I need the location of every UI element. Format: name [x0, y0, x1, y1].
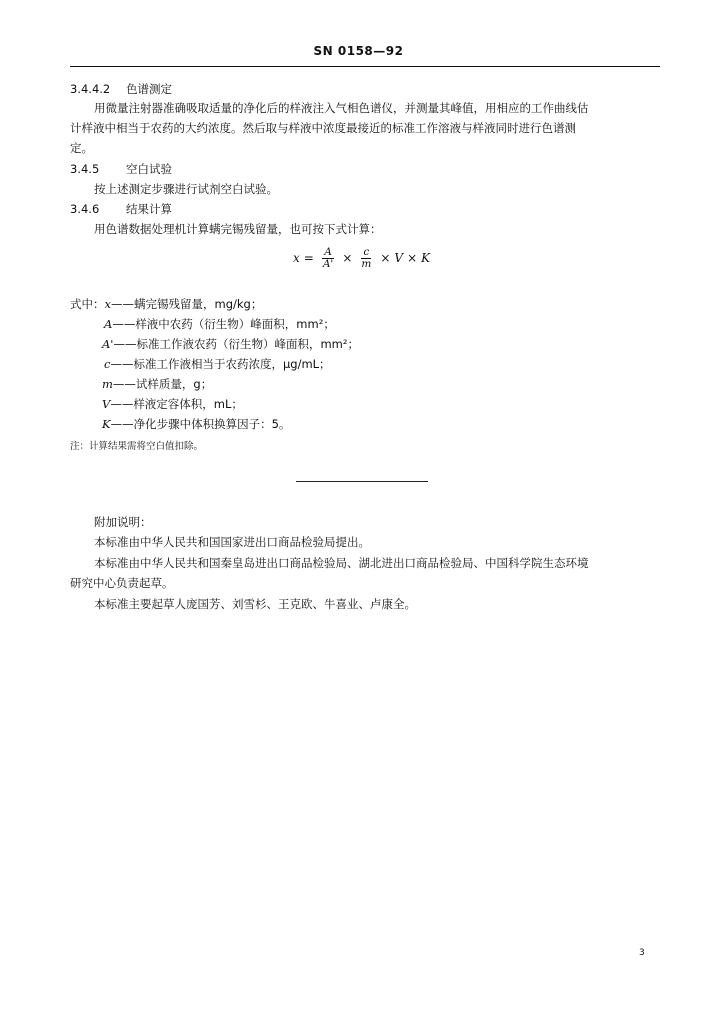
legend-item — [102, 417, 290, 431]
section-number: 3.4.4.2 — [70, 82, 111, 96]
section-title: 空白试验 — [126, 162, 172, 176]
legend-symbol: m — [102, 377, 113, 391]
header-rule — [70, 66, 660, 67]
fraction-numerator: c — [363, 245, 370, 258]
legend-symbol: c — [104, 357, 111, 371]
legend-description: 净化步骤中体积换算因子：5。 — [133, 417, 291, 431]
section-title: 色谱测定 — [126, 82, 172, 96]
fraction-denominator: m — [361, 257, 372, 270]
additional-line: 研究中心负责起草。 — [70, 576, 174, 590]
formula-lhs: x — [293, 251, 300, 265]
legend-dash: —— — [110, 397, 134, 411]
paragraph-line: 按上述测定步骤进行试剂空白试验。 — [94, 182, 278, 196]
formula-times: × — [342, 251, 353, 265]
legend-item — [102, 377, 212, 391]
legend-description: 试样质量，g； — [135, 377, 213, 391]
legend-symbol: A — [104, 317, 113, 331]
additional-line: 本标准由中华人民共和国秦皇岛进出口商品检验局、湖北进出口商品检验局、中国科学院生态环境 — [94, 556, 589, 570]
additional-line: 本标准主要起草人庞国芳、刘雪杉、王克欧、牛喜业、卢康全。 — [94, 597, 416, 611]
legend-dash: —— — [113, 337, 137, 351]
legend-description: 样液中农药（衍生物）峰面积，mm²； — [135, 317, 335, 331]
fraction-numerator: A — [324, 245, 332, 258]
legend-item — [102, 337, 359, 351]
legend-symbol: x — [104, 297, 111, 311]
legend-description: 螨完锡残留量，mg/kg； — [134, 297, 263, 311]
end-of-text-rule — [296, 481, 428, 482]
additional-line: 本标准由中华人民共和国国家进出口商品检验局提出。 — [94, 535, 370, 549]
calculation-note: 注：计算结果需将空白值扣除。 — [70, 441, 204, 452]
section-3-4-5-heading — [70, 162, 172, 176]
paragraph-line: 定。 — [70, 141, 93, 155]
formula-factor: K — [421, 251, 431, 265]
formula-volume: V — [394, 251, 404, 265]
paragraph-line: 用色谱数据处理机计算螨完锡残留量，也可按下式计算： — [94, 222, 382, 236]
paragraph-line: 用微量注射器准确吸取适量的净化后的样液注入气相色谱仪，并测量其峰值，用相应的工作曲线估 — [94, 101, 589, 115]
page-number: 3 — [639, 948, 645, 958]
formula-fraction-conc — [359, 247, 373, 270]
formula-times: × — [380, 251, 391, 265]
legend-item — [70, 297, 262, 311]
section-title: 结果计算 — [126, 202, 172, 216]
section-3-4-4-2-heading — [70, 82, 172, 96]
legend-dash: —— — [110, 357, 134, 371]
legend-intro: 式中： — [70, 297, 105, 311]
legend-item — [102, 397, 243, 411]
legend-description: 标准工作液相当于农药浓度，μg/mL； — [133, 357, 331, 371]
legend-item — [104, 357, 331, 371]
section-3-4-6-heading — [70, 202, 172, 216]
formula-fraction-area — [321, 247, 335, 270]
legend-description: 样液定容体积，mL； — [133, 397, 243, 411]
fraction-denominator: A' — [322, 257, 334, 270]
formula-times: × — [407, 251, 418, 265]
legend-dash: —— — [112, 377, 136, 391]
section-number: 3.4.6 — [70, 202, 100, 216]
legend-symbol: K — [102, 417, 111, 431]
paragraph-line: 计样液中相当于农药的大约浓度。然后取与样液中浓度最接近的标准工作溶液与样液同时进行色谱测 — [70, 121, 576, 135]
legend-dash: —— — [111, 297, 134, 311]
additional-title: 附加说明： — [94, 515, 152, 529]
legend-symbol: V — [102, 397, 111, 411]
legend-description: 标准工作液农药（衍生物）峰面积，mm²； — [136, 337, 359, 351]
legend-item — [104, 317, 335, 331]
legend-dash: —— — [110, 417, 134, 431]
legend-dash: —— — [112, 317, 136, 331]
formula-equals: = — [303, 251, 314, 265]
section-number: 3.4.5 — [70, 162, 100, 176]
calculation-formula — [293, 244, 430, 272]
standard-code: SN 0158—92 — [313, 44, 404, 58]
legend-symbol: A' — [102, 337, 114, 351]
